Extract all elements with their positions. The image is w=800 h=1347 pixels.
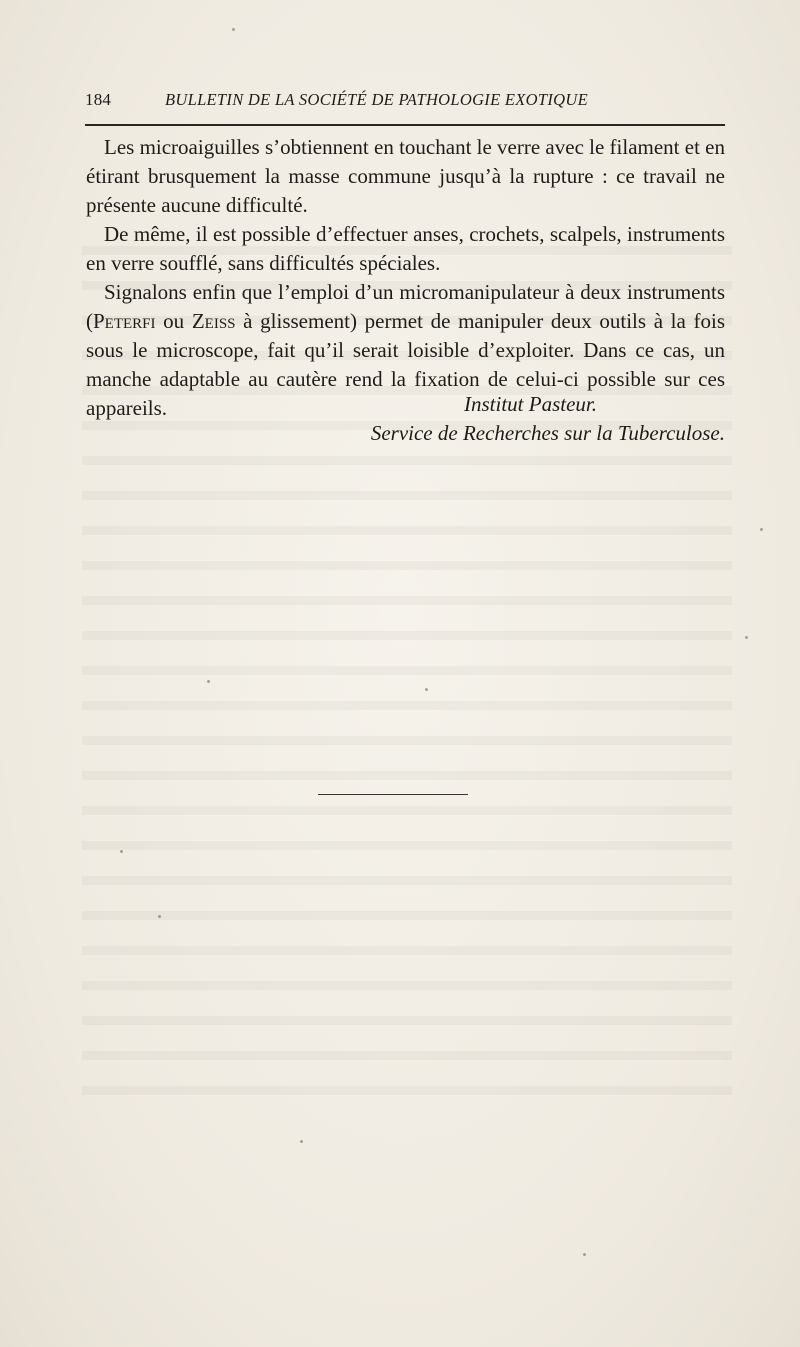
paragraph-2: De même, il est possible d’effectuer anses, crochets, scalpels, instruments en verre soufflé, sans difficultés spéciales. <box>86 222 725 275</box>
paragraph-3-text-b: ou <box>155 309 192 333</box>
page-number: 184 <box>85 90 112 109</box>
running-title: BULLETIN DE LA SOCIÉTÉ DE PATHOLOGIE EXOTIQUE <box>165 90 588 109</box>
paragraph-1: Les microaiguilles s’obtiennent en touchant le verre avec le filament et en étirant brusquement la masse commune jusqu’à la rupture : ce travail ne présente aucune difficulté. <box>86 135 725 217</box>
page-header <box>85 90 725 114</box>
paragraph-3-text-a: Signalons enfin que l’emploi d’un micromanipulateur à deux instruments ( <box>86 280 725 333</box>
body-text <box>86 133 725 423</box>
signature-block <box>371 390 725 448</box>
author-name-peterfi: Peterfi <box>93 309 156 333</box>
author-name-zeiss: Zeiss <box>191 309 236 333</box>
signature-institution: Institut Pasteur. <box>463 392 597 416</box>
header-rule <box>85 124 725 126</box>
signature-service: Service de Recherches sur la Tuberculose. <box>370 421 725 445</box>
end-rule <box>318 794 468 795</box>
paragraph-3-text-c: à glissement) permet de manipuler deux outils à la fois sous le microscope, fait qu’il serait loisible d’exploiter. Dans ce cas, un manche adaptable au cautère rend la fixation de celui-ci possible sur ces appareils. <box>86 309 726 420</box>
